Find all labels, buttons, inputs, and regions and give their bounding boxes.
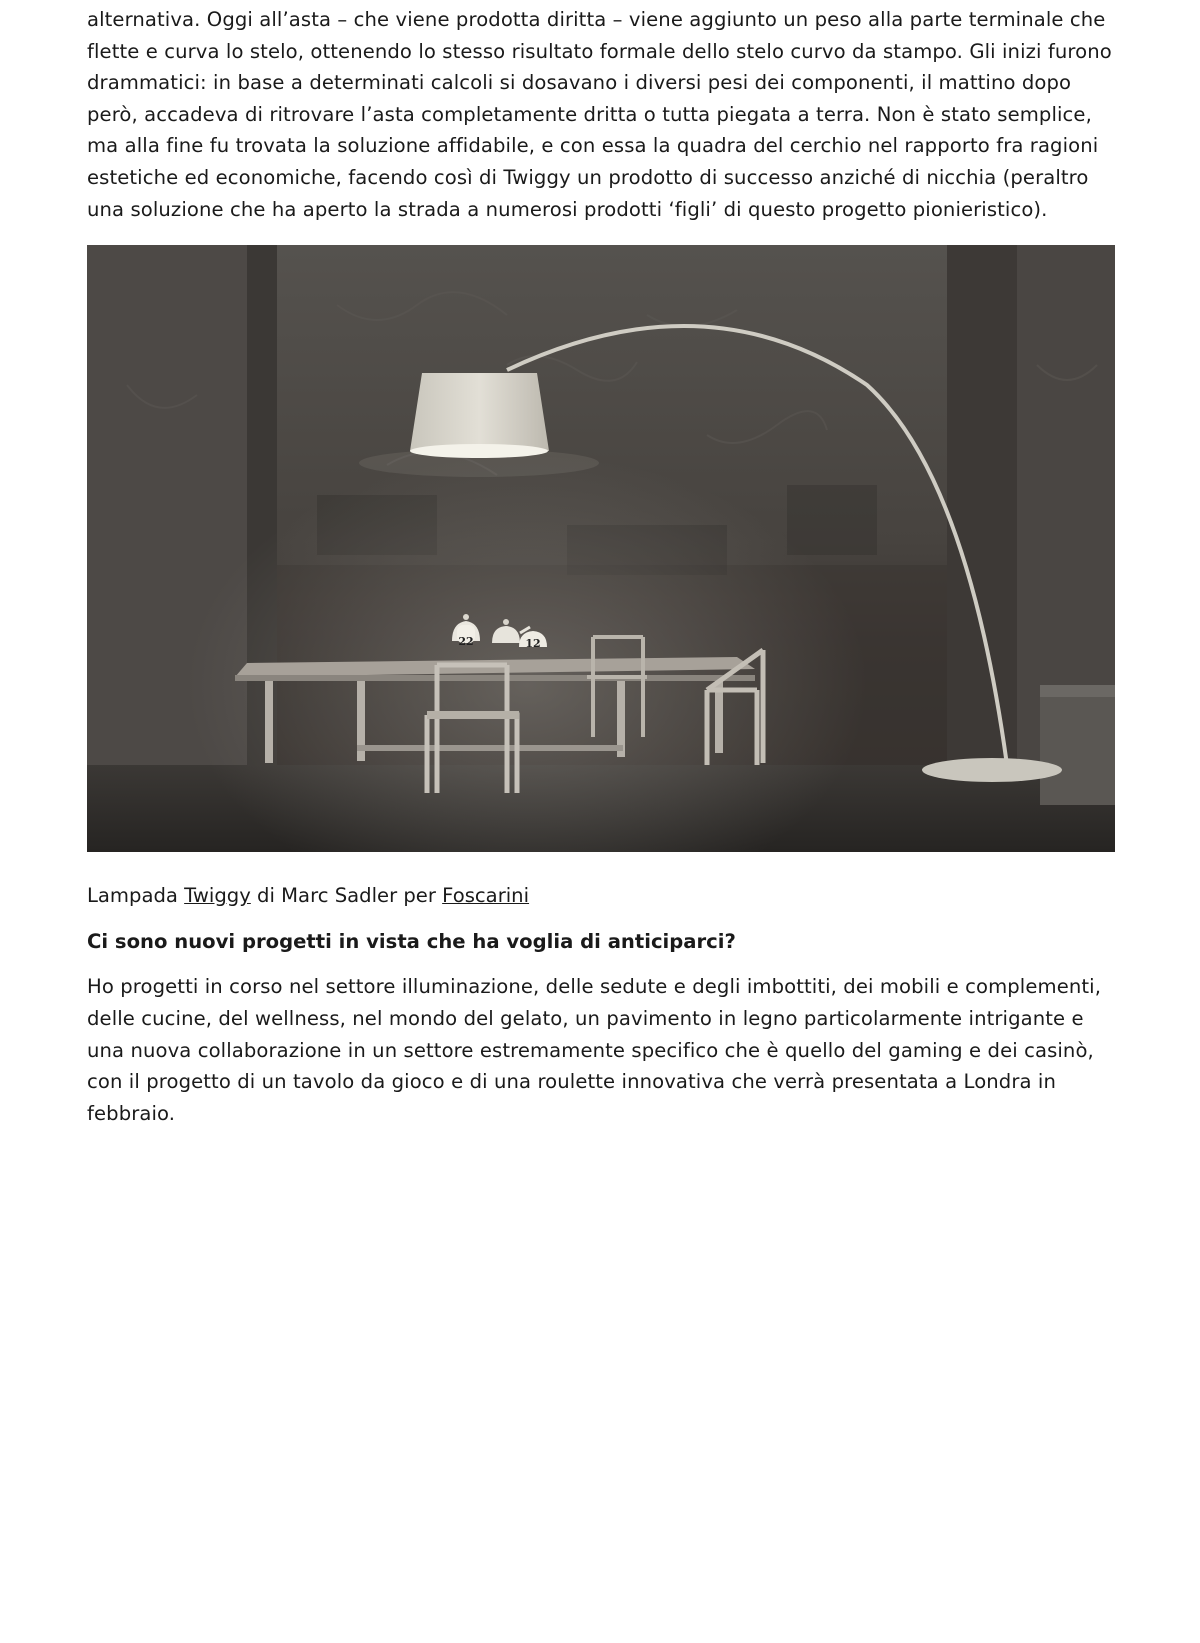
twiggy-lamp-photo [87, 245, 1115, 852]
caption-middle: di Marc Sadler per [250, 884, 443, 908]
foscarini-brand-link[interactable]: Foscarini [442, 884, 530, 908]
answer-paragraph: Ho progetti in corso nel settore illuminazione, delle sedute e degli imbottiti, dei mobili e complementi, delle cucine, del wellness, nel mondo del gelato, un pavimento in legno particolarmente intrigante e una nuova collaborazione in un settore estremamente specifico che è quello del gaming e dei casinò, con il progetto di un tavolo da gioco e di una roulette innovativa che verrà presentata a Londra in febbraio. [87, 975, 1102, 1125]
svg-text:12: 12 [525, 637, 541, 651]
intro-paragraph: alternativa. Oggi all’asta – che viene prodotta diritta – viene aggiunto un peso alla parte terminale che flette e curva lo stelo, ottenendo lo stesso risultato formale dello stelo curvo da stampo. Gli inizi furono drammatici: in base a determinati calcoli si dosavano i diversi pesi dei componenti, il mattino dopo però, accadeva di ritrovare l’asta completamente dritta o tutta piegata a terra. Non è stato semplice, ma alla fine fu trovata la soluzione affidabile, e con essa la quadra del cerchio nel rapporto fra ragioni estetiche ed economiche, facendo così di Twiggy un prodotto di successo anziché di nicchia (peraltro una soluzione che ha aperto la strada a numerosi prodotti ‘figli’ di questo progetto pionieristico). [87, 8, 1112, 221]
photo-scene [87, 245, 1115, 852]
twiggy-product-link[interactable]: Twiggy [184, 884, 251, 908]
svg-text:22: 22 [458, 635, 474, 649]
caption-prefix: Lampada [87, 884, 185, 908]
photo-caption [87, 880, 1117, 912]
interview-question: Ci sono nuovi progetti in vista che ha voglia di anticiparci? [87, 929, 736, 953]
article-body [87, 4, 1117, 1129]
